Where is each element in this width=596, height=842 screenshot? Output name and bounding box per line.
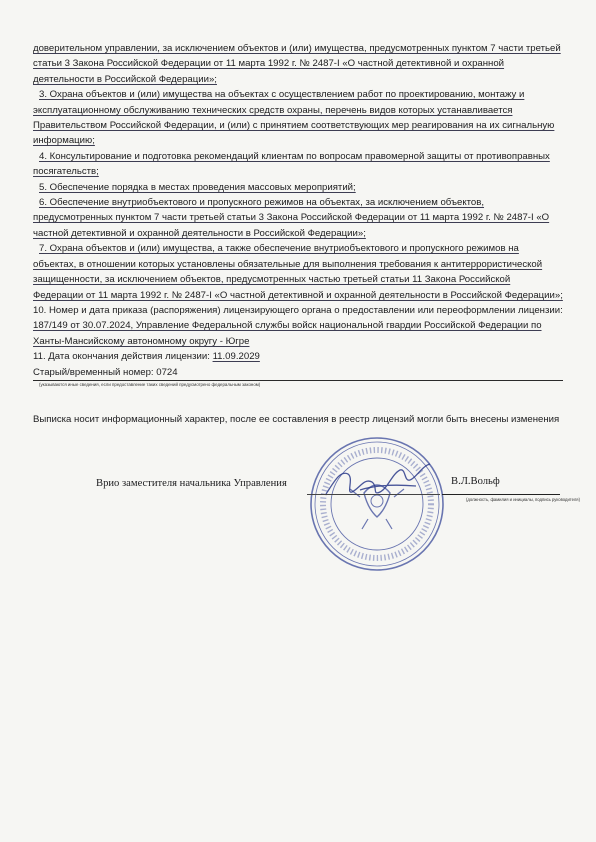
signer-post: Врио заместителя начальника Управления [96, 478, 287, 489]
signature-caption: (должность, фамилия и инициалы, подпись руководителя) [466, 497, 580, 502]
signer-name: В.Л.Вольф [451, 476, 500, 487]
activity-item-text: 6. Обеспечение внутриобъектового и пропускного режимов на объектах, за исключением объектов, предусмотренных пунктом 7 части третьей статьи 3 Закона Российской Федерации от 11 марта 1992 г. № 2487-I «О частной детективной и охранной деятельности в Российской Федерации»; [33, 197, 550, 239]
activity-item [33, 149, 563, 180]
extract-note: Выписка носит информационный характер, после ее составления в реестр лицензий могли быть внесены изменения [33, 413, 560, 425]
expiry-label: 11. Дата окончания действия лицензии: [33, 351, 213, 363]
signature-block [96, 476, 580, 510]
activity-item [33, 241, 563, 303]
activity-item-text: 7. Охрана объектов и (или) имущества, а также обеспечение внутриобъектового и пропускного режимов на объектах, в отношении которых установлены обязательные для выполнения требования к антитеррористической защищенности, за исключением объектов, предусмотренных частью третьей статьи 11 Закона Российской Федерации от 11 марта 1992 г. № 2487-I «О частной детективной и охранной деятельности в Российской Федерации»; [33, 243, 563, 301]
activity-item-text: 5. Обеспечение порядка в местах проведения массовых мероприятий; [39, 181, 356, 193]
activity-item-text: доверительном управлении, за исключением объектов и (или) имущества, предусмотренных пунктом 7 части третьей статьи 3 Закона Российской Федерации от 11 марта 1992 г. № 2487-I «О частной детективной и охранной деятельности в Российской Федерации»; [33, 43, 561, 85]
order-value: 187/149 от 30.07.2024, Управление Федеральной службы войск национальной гвардии Российской Федерации по Ханты-Мансийскому автономному округу - Югре [33, 320, 542, 347]
activity-item [33, 41, 563, 87]
activity-item [33, 87, 563, 149]
expiry-value: 11.09.2029 [212, 351, 260, 363]
license-body [33, 41, 563, 428]
old-number-label: Старый/временный номер: [33, 366, 157, 378]
activity-item [33, 180, 563, 195]
old-number-field [33, 365, 563, 380]
name-rule [442, 494, 560, 495]
expiry-field [33, 349, 563, 364]
old-number-value: 0724 [156, 366, 178, 378]
footnote: (указываются иные сведения, если предоставление таких сведений предусмотрено федеральным законом) [39, 381, 261, 387]
order-label: 10. Номер и дата приказа (распоряжения) лицензирующего органа о предоставлении или переоформлении лицензии: [33, 304, 563, 316]
activity-item-text: 3. Охрана объектов и (или) имущества на объектах с осуществлением работ по проектированию, монтажу и эксплуатационному обслуживанию технических средств охраны, перечень видов которых устанавливается Правительством Российской Федерации, и (или) с принятием соответствующих мер реагирования на их сигнальную информацию; [33, 89, 555, 147]
signature-rule [307, 494, 440, 495]
order-field [33, 303, 563, 349]
activity-item-text: 4. Консультирование и подготовка рекомендаций клиентам по вопросам правомерной защиты от противоправных посягательств; [33, 150, 550, 178]
activity-list [33, 41, 563, 303]
activity-item [33, 195, 563, 241]
